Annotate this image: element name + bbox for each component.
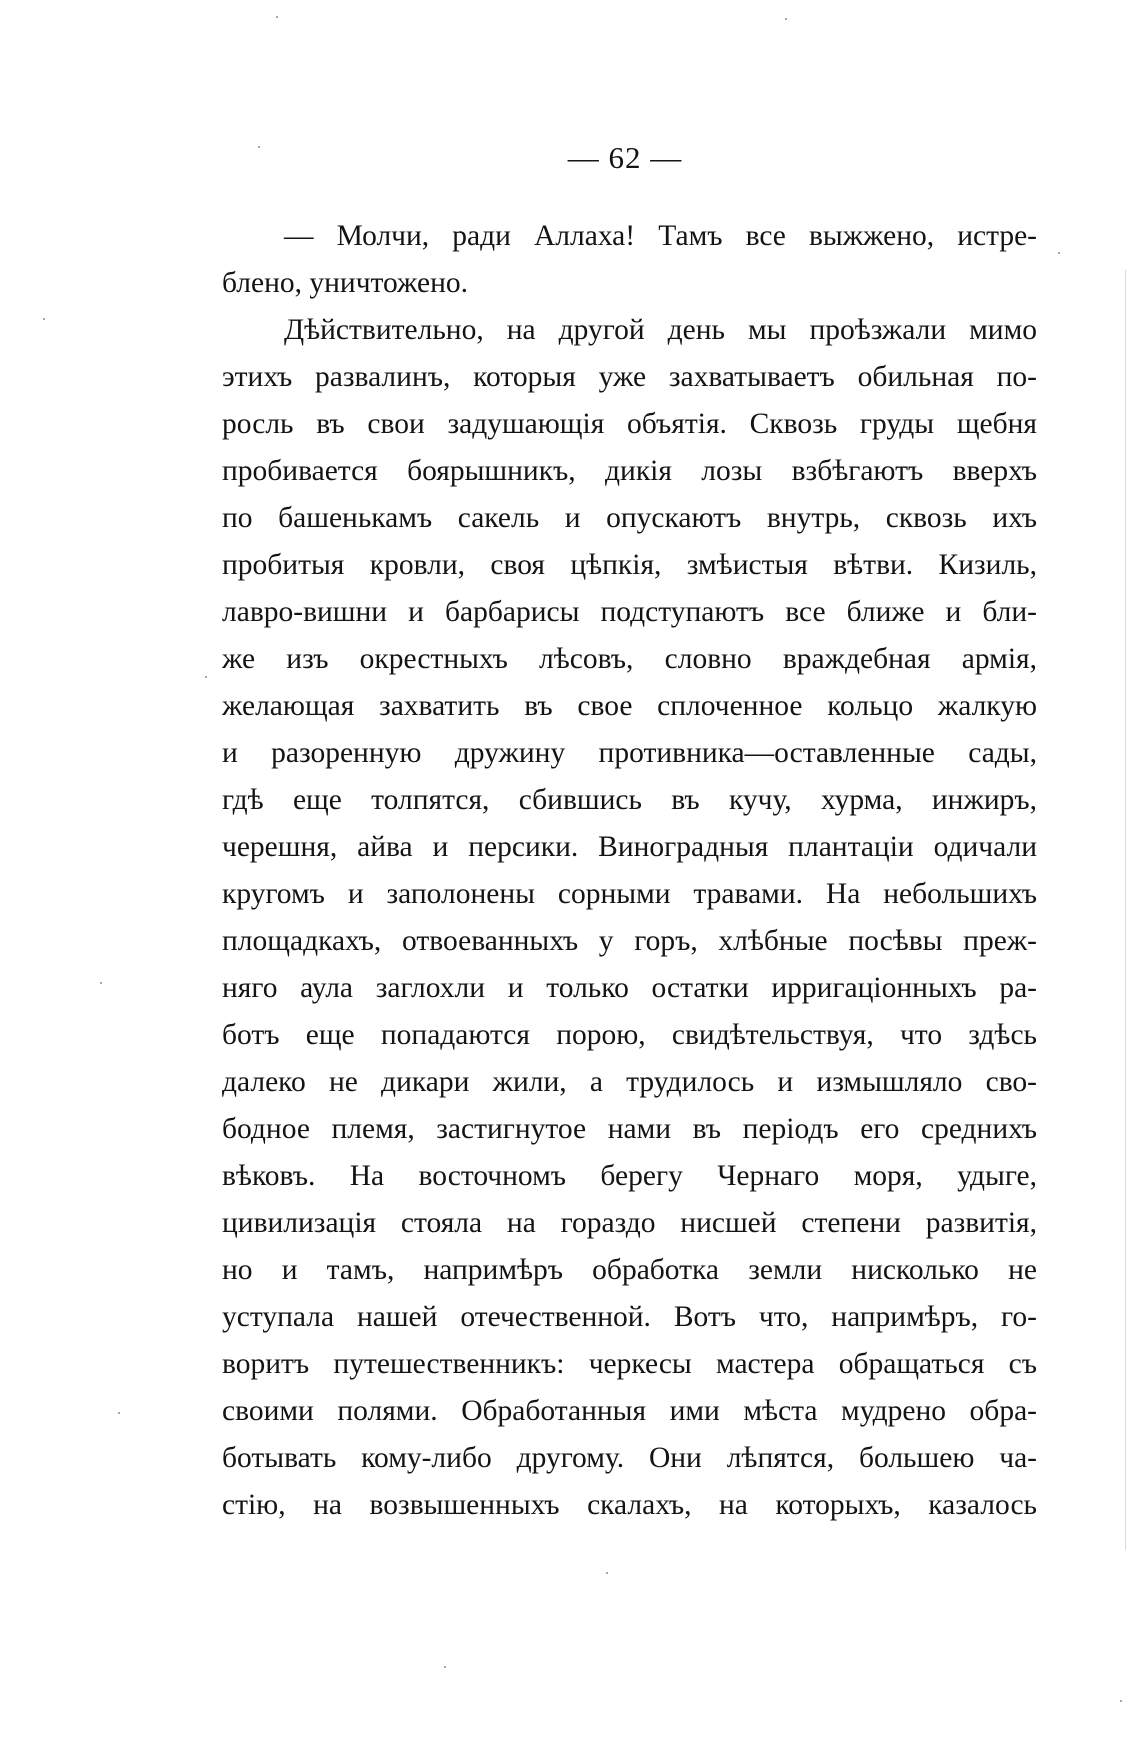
page-edge-shadow: [1125, 270, 1126, 1550]
scan-speck: [606, 1572, 608, 1574]
scan-speck: [118, 1412, 120, 1414]
text-line: бодное племя, застигнутое нами въ періодъ его среднихъ: [222, 1113, 1037, 1145]
text-line: своими полями. Обработанныя ими мѣста мудрено обра-: [222, 1395, 1037, 1427]
scan-speck: [444, 1666, 446, 1668]
text-line: гдѣ еще толпятся, сбившись въ кучу, хурма, инжиръ,: [222, 784, 1037, 816]
text-line: няго аула заглохли и только остатки ирригаціонныхъ ра-: [222, 972, 1037, 1004]
text-line: по башенькамъ сакель и опускаютъ внутрь, сквозь ихъ: [222, 502, 1037, 534]
text-line: пробитыя кровли, своя цѣпкія, змѣистыя вѣтви. Кизиль,: [222, 549, 1037, 581]
body-text: [222, 213, 1037, 1529]
text-line: ботъ еще попадаются порою, свидѣтельствуя, что здѣсь: [222, 1019, 1037, 1051]
scan-speck: [258, 146, 260, 148]
text-line: пробивается боярышникъ, дикія лозы взбѣгаютъ вверхъ: [222, 455, 1037, 487]
text-line: Дѣйствительно, на другой день мы проѣзжали мимо: [284, 314, 1037, 346]
scan-speck: [43, 318, 45, 320]
text-line: и разоренную дружину противника—оставленные сады,: [222, 737, 1037, 769]
scan-speck: [1120, 1700, 1122, 1702]
text-line: блено, уничтожено.: [222, 267, 469, 299]
text-line: лавро-вишни и барбарисы подступаютъ все ближе и бли-: [222, 596, 1037, 628]
text-line: далеко не дикари жили, а трудилось и измышляло сво-: [222, 1066, 1037, 1098]
text-line: но и тамъ, напримѣръ обработка земли нисколько не: [222, 1254, 1037, 1286]
text-line: воритъ путешественникъ: черкесы мастера обращаться съ: [222, 1348, 1037, 1380]
text-line: ботывать кому-либо другому. Они лѣпятся, большею ча-: [222, 1442, 1037, 1474]
scan-speck: [205, 676, 207, 678]
text-line: цивилизація стояла на гораздо нисшей степени развитія,: [222, 1207, 1037, 1239]
text-line: — Молчи, ради Аллаха! Тамъ все выжжено, истре-: [284, 220, 1037, 252]
text-line: желающая захватить въ свое сплоченное кольцо жалкую: [222, 690, 1037, 722]
page-number: — 62 —: [567, 140, 683, 175]
text-line: этихъ развалинъ, которыя уже захватываетъ обильная по-: [222, 361, 1037, 393]
text-line: черешня, айва и персики. Виноградныя плантаціи одичали: [222, 831, 1037, 863]
scan-speck: [276, 16, 278, 18]
scan-speck: [1058, 252, 1060, 254]
text-line: росль въ свои задушающія объятія. Сквозь груды щебня: [222, 408, 1037, 440]
text-line: кругомъ и заполонены сорными травами. На небольшихъ: [222, 878, 1037, 910]
text-line: же изъ окрестныхъ лѣсовъ, словно враждебная армія,: [222, 643, 1037, 675]
text-line: уступала нашей отечественной. Вотъ что, напримѣръ, го-: [222, 1301, 1037, 1333]
scan-speck: [785, 18, 787, 20]
text-line: вѣковъ. На восточномъ берегу Чернаго моря, удыге,: [222, 1160, 1037, 1192]
scan-speck: [100, 982, 102, 984]
text-line: стію, на возвышенныхъ скалахъ, на которыхъ, казалось: [222, 1489, 1037, 1521]
text-line: площадкахъ, отвоеванныхъ у горъ, хлѣбные посѣвы преж-: [222, 925, 1037, 957]
